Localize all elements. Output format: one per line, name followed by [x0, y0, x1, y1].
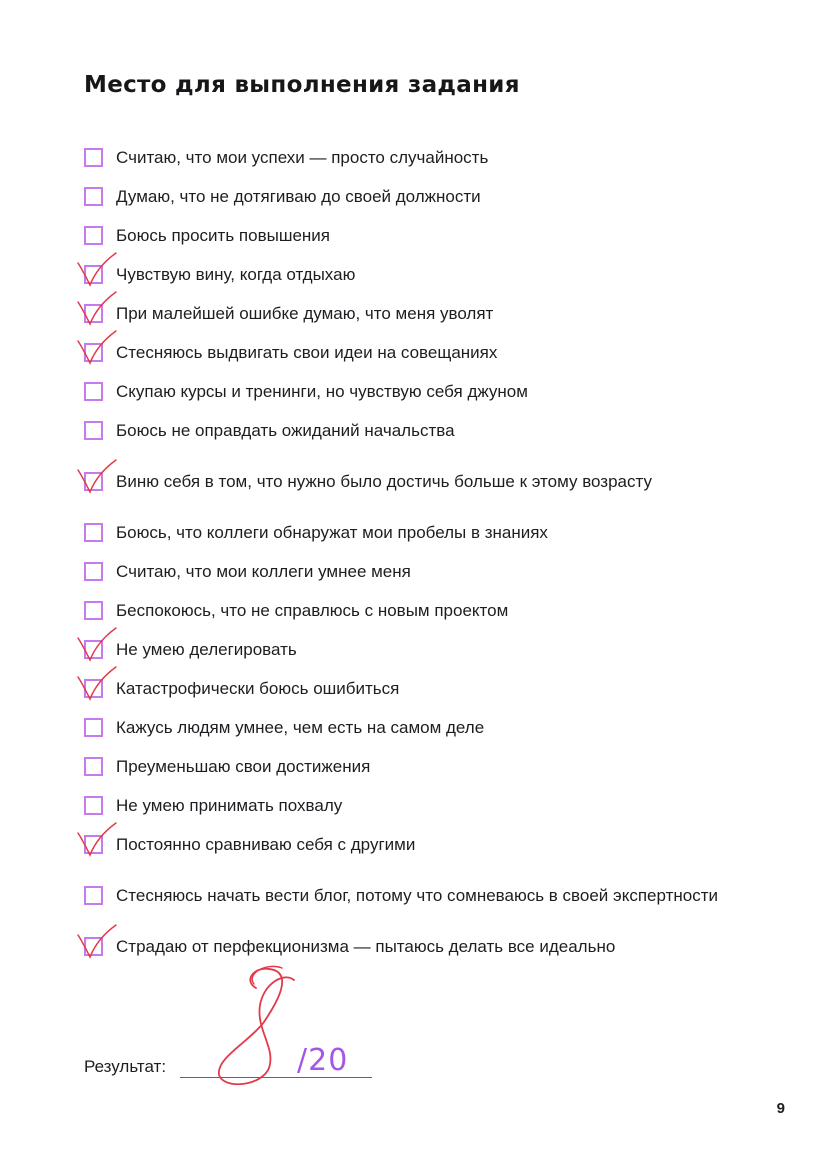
checklist-item-label: Думаю, что не дотягиваю до своей должности: [116, 186, 481, 206]
checklist-item-label: Чувствую вину, когда отдыхаю: [116, 264, 356, 284]
checklist-item-label: Постоянно сравниваю себя с другими: [116, 834, 416, 854]
checklist-item: [82, 630, 802, 669]
checklist-item: [82, 927, 802, 966]
checkbox[interactable]: [84, 226, 103, 245]
checklist-item: [82, 591, 802, 630]
checkbox[interactable]: [84, 523, 103, 542]
checklist-item-label: При малейшей ошибке думаю, что меня уволят: [116, 303, 494, 323]
checkbox[interactable]: [84, 187, 103, 206]
checklist-item-label: Не умею принимать похвалу: [116, 795, 343, 815]
checklist-item-label: Стесняюсь выдвигать свои идеи на совещаниях: [116, 342, 498, 362]
checklist-item-label: Считаю, что мои успехи — просто случайность: [116, 147, 489, 167]
checklist-item-label: Беспокоюсь, что не справлюсь с новым проектом: [116, 600, 509, 620]
checklist-item: [82, 747, 802, 786]
checklist-item: [82, 333, 802, 372]
checklist-item: [82, 411, 802, 450]
checklist: [82, 138, 802, 966]
checklist-item-label: Не умею делегировать: [116, 639, 297, 659]
checklist-item-label: Катастрофически боюсь ошибиться: [116, 678, 400, 698]
result-label: Результат:: [84, 1057, 167, 1076]
checkbox-checked[interactable]: [84, 304, 103, 323]
checklist-item: [82, 294, 802, 333]
checklist-item-label: Боюсь не оправдать ожиданий начальства: [116, 420, 455, 440]
checkbox-checked[interactable]: [84, 265, 103, 284]
checklist-item-label: Считаю, что мои коллеги умнее меня: [116, 561, 411, 581]
checkbox[interactable]: [84, 562, 103, 581]
checklist-item: [82, 138, 802, 177]
checkbox-checked[interactable]: [84, 640, 103, 659]
checkbox[interactable]: [84, 601, 103, 620]
checklist-item-label: Страдаю от перфекционизма — пытаюсь делать все идеально: [116, 936, 616, 956]
checklist-item: [82, 177, 802, 216]
checkbox[interactable]: [84, 757, 103, 776]
checkbox[interactable]: [84, 718, 103, 737]
checklist-item: [82, 450, 802, 513]
checkbox[interactable]: [84, 382, 103, 401]
checklist-item-label: Скупаю курсы и тренинги, но чувствую себя джуном: [116, 381, 528, 401]
result-section: [84, 1040, 384, 1100]
page-number: 9: [776, 1100, 785, 1117]
result-denominator: /20: [297, 1043, 349, 1078]
checkbox[interactable]: [84, 796, 103, 815]
checklist-item-label: Преуменьшаю свои достижения: [116, 756, 371, 776]
checkbox-checked[interactable]: [84, 472, 103, 491]
checklist-item: [82, 552, 802, 591]
checkbox-checked[interactable]: [84, 835, 103, 854]
checklist-item-label: Виню себя в том, что нужно было достичь больше к этому возрасту: [116, 471, 652, 491]
checklist-item: [82, 708, 802, 747]
checklist-item: [82, 372, 802, 411]
checklist-item: [82, 825, 802, 864]
page-title: Место для выполнения задания: [84, 72, 520, 98]
checklist-item: [82, 669, 802, 708]
checklist-item-label: Кажусь людям умнее, чем есть на самом деле: [116, 717, 485, 737]
checkbox-checked[interactable]: [84, 343, 103, 362]
checklist-item: [82, 513, 802, 552]
checkbox[interactable]: [84, 886, 103, 905]
checklist-item: [82, 786, 802, 825]
checkbox[interactable]: [84, 148, 103, 167]
checklist-item: [82, 216, 802, 255]
checkbox-checked[interactable]: [84, 679, 103, 698]
checkbox-checked[interactable]: [84, 937, 103, 956]
checklist-item-label: Боюсь, что коллеги обнаружат мои пробелы в знаниях: [116, 522, 548, 542]
checklist-item-label: Боюсь просить повышения: [116, 225, 331, 245]
checklist-item: [82, 255, 802, 294]
checklist-item: [82, 864, 802, 927]
checklist-item-label: Стесняюсь начать вести блог, потому что сомневаюсь в своей экспертности: [116, 885, 718, 905]
checkbox[interactable]: [84, 421, 103, 440]
